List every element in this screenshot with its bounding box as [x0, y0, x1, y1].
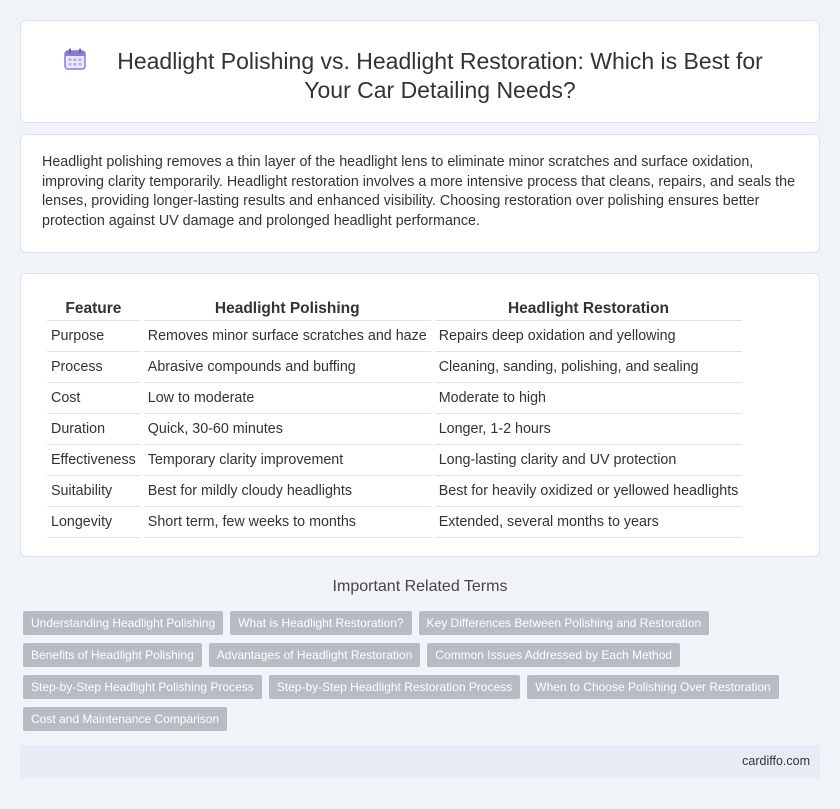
column-header-polishing: Headlight Polishing: [144, 294, 431, 321]
table-cell: Best for mildly cloudy headlights: [144, 476, 431, 507]
summary-paragraph: Headlight polishing removes a thin layer of the headlight lens to eliminate minor scratches and surface oxidation, improving clarity temporarily. Headlight restoration involves a more intensive process that cleans, repairs, and seals the lenses, providing longer-lasting results and enhanced visibility. Choosing restoration over polishing ensures better protection against UV damage and prolonged headlight performance.: [42, 154, 796, 229]
table-cell: Low to moderate: [144, 383, 431, 414]
table-row: [47, 476, 742, 507]
table-cell: Removes minor surface scratches and haze: [144, 321, 431, 352]
table-cell: Extended, several months to years: [435, 507, 743, 538]
table-cell: Abrasive compounds and buffing: [144, 352, 431, 383]
table-cell: Longevity: [47, 507, 140, 538]
table-cell: Longer, 1-2 hours: [435, 414, 743, 445]
table-cell: Cost: [47, 383, 140, 414]
summary-card: [20, 134, 820, 253]
related-tag[interactable]: Step-by-Step Headlight Polishing Process: [23, 675, 262, 699]
table-row: [47, 445, 742, 476]
comparison-table: [43, 294, 746, 538]
table-cell: Short term, few weeks to months: [144, 507, 431, 538]
column-header-feature: Feature: [47, 294, 140, 321]
table-cell: Repairs deep oxidation and yellowing: [435, 321, 743, 352]
table-cell: Process: [47, 352, 140, 383]
related-terms-tags: [23, 611, 803, 739]
title-card: [20, 20, 820, 123]
tag-row: [23, 675, 803, 699]
table-row: [47, 383, 742, 414]
related-terms-heading: Important Related Terms: [332, 578, 508, 595]
tag-row: [23, 643, 803, 667]
related-tag[interactable]: What is Headlight Restoration?: [230, 611, 411, 635]
table-cell: Purpose: [47, 321, 140, 352]
table-cell: Best for heavily oxidized or yellowed headlights: [435, 476, 743, 507]
table-cell: Temporary clarity improvement: [144, 445, 431, 476]
footer: [20, 745, 820, 778]
table-cell: Moderate to high: [435, 383, 743, 414]
table-cell: Cleaning, sanding, polishing, and sealing: [435, 352, 743, 383]
table-cell: Quick, 30-60 minutes: [144, 414, 431, 445]
related-tag[interactable]: Advantages of Headlight Restoration: [209, 643, 420, 667]
related-tag[interactable]: Understanding Headlight Polishing: [23, 611, 223, 635]
table-cell: Suitability: [47, 476, 140, 507]
related-tag[interactable]: Key Differences Between Polishing and Restoration: [419, 611, 710, 635]
related-tag[interactable]: Common Issues Addressed by Each Method: [427, 643, 680, 667]
table-cell: Effectiveness: [47, 445, 140, 476]
tag-row: [23, 707, 803, 731]
comparison-card: [20, 273, 820, 557]
footer-site-link[interactable]: cardiffo.com: [742, 754, 810, 768]
related-tag[interactable]: Benefits of Headlight Polishing: [23, 643, 202, 667]
related-tag[interactable]: Cost and Maintenance Comparison: [23, 707, 227, 731]
page-title: Headlight Polishing vs. Headlight Restoration: Which is Best for Your Car Detailing Needs?: [117, 48, 763, 103]
related-tag[interactable]: Step-by-Step Headlight Restoration Process: [269, 675, 520, 699]
column-header-restoration: Headlight Restoration: [435, 294, 743, 321]
table-cell: Long-lasting clarity and UV protection: [435, 445, 743, 476]
table-cell: Duration: [47, 414, 140, 445]
table-row: [47, 352, 742, 383]
table-header-row: [47, 294, 742, 321]
table-row: [47, 414, 742, 445]
related-tag[interactable]: When to Choose Polishing Over Restoration: [527, 675, 778, 699]
tag-row: [23, 611, 803, 635]
table-row: [47, 507, 742, 538]
table-row: [47, 321, 742, 352]
